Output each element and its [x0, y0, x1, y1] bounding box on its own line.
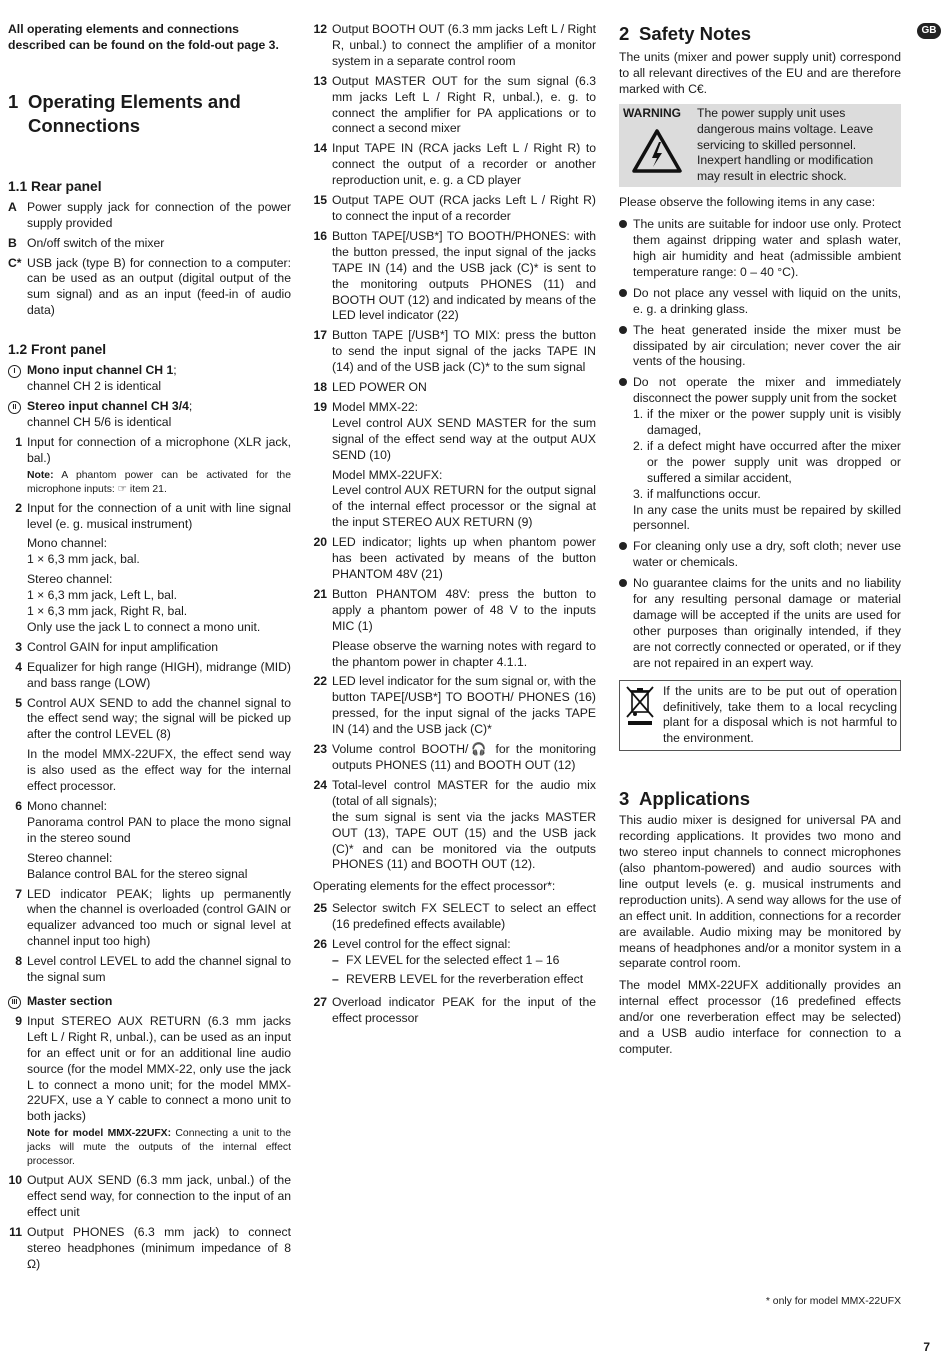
section-3-heading: 3 Applications	[619, 788, 751, 810]
list-item: 17 Button TAPE [/USB*] TO MIX: press the button to send the input signal of the jacks TAPE IN (14) and of the USB jack (C)* to the sum signal	[313, 328, 596, 375]
bullet-item: No guarantee claims for the units and no liability for any resulting personal damage or material damage will be accepted if the units are used for other purposes than originally intended, if they are not correctly connected or operated, or if they are not repaired in an expert way.	[619, 576, 901, 671]
list-item: 25 Selector switch FX SELECT to select an effect (16 predefined effects available)	[313, 901, 596, 932]
list-item: 21 Button PHANTOM 48V: press the button to apply a phantom power of 48 V to the inputs MIC (1) Please observe the warning notes with regard to the phantom power in chapter 4.1.1.	[313, 586, 596, 669]
list-item: 20 LED indicator; lights up when phantom power has been activated by means of the button PHANTOM 48V (21)	[313, 535, 596, 581]
bullet-item: Do not operate the mixer and immediately disconnect the power supply unit from the socket 1. if the mixer or the power supply unit is visibly damaged, 2. if a defect might have occurred after the mixer or the power supply unit was dropped or suffered a similar accident, 3. if malfunctions occur. In any case the units must be repaired by skilled personnel.	[619, 375, 901, 534]
list-item: 27 Overload indicator PEAK for the input of the effect processor	[313, 994, 596, 1025]
bullet-item: Do not place any vessel with liquid on the units, e. g. a drinking glass.	[619, 286, 901, 318]
list-item: C* USB jack (type B) for connection to a computer: can be used as an output (digital output of the sum signal) and as an input (feed-in of audio data)	[8, 255, 291, 318]
list-item: 7 LED indicator PEAK; lights up permanently when the channel is overloaded (control GAIN or equalizer advanced too much or signal level at channel input too high)	[15, 886, 291, 949]
list-item: 14 Input TAPE IN (RCA jacks Left L / Right R) to connect the output of a recorder or another reproduction unit, e. g. a CD player	[313, 141, 596, 188]
applications-text-2: The model MMX-22UFX additionally provides an internal effect processor (16 predefined effects and/or one reverberation effect may be selected) and a USB audio interface for connection to a computer.	[619, 978, 901, 1056]
list-item: 18 LED POWER ON	[313, 380, 427, 395]
list-item: 12 Output BOOTH OUT (6.3 mm jacks Left L / Right R, unbal.) to connect the amplifier of a monitor system in a separate control room	[313, 22, 596, 68]
bullet-item: The units are suitable for indoor use only. Protect them against dripping water and splash water, high air humidity and heat (admissible ambient temperature range: 0 – 40 °C).	[619, 217, 901, 281]
column-2	[313, 22, 596, 1031]
list-item: 19 Model MMX-22: Level control AUX SEND MASTER for the sum signal of the effect send way at the output AUX SEND (10) Model MMX-22UFX: Level control AUX RETURN for the output signal of the internal effect processor or the signal at the input STEREO AUX RETURN (9)	[313, 399, 596, 530]
list-item: 8 Level control LEVEL to add the channel signal to the signal sum	[15, 954, 291, 985]
list-item: 1 Input for connection of a microphone (XLR jack, bal.) Note: A phantom power can be activated for the microphone inputs: ☞ item 21.	[15, 434, 291, 495]
warning-box	[619, 104, 901, 188]
list-item: 15 Output TAPE OUT (RCA jacks Left L / Right R) to connect the input of a recorder	[313, 193, 596, 223]
list-item: B On/off switch of the mixer	[8, 235, 165, 250]
applications-text: This audio mixer is designed for universal PA and recording applications. It provides two mono and two stereo input channels to connect microphones (also phantom-powered) and audio sources with line output levels (e. g. musical instruments and reproduction units). A send way allows for the use of an effect unit. In addition, connections for a recorder are available. Audio mixing may be monitored by means of headphones and/or a monitor system in a separate control room.	[619, 813, 901, 971]
list-item: 3 Control GAIN for input amplification	[15, 639, 219, 654]
list-item: 22 LED level indicator for the sum signal or, with the button TAPE[/USB*] TO BOOTH/ PHONES (16) pressed, for the input signal of the jacks TAPE IN (14) and the USB jack (C)*	[313, 674, 596, 737]
group-marker-icon: III	[8, 996, 21, 1009]
effect-processor-intro: Operating elements for the effect processor*:	[313, 879, 556, 894]
conformity-text: The units (mixer and power supply unit) correspond to all relevant directives of the EU and are therefore marked with C€.	[619, 50, 901, 96]
list-item: 5 Control AUX SEND to add the channel signal to the effect send way; the signal will be picked up after the control LEVEL (8) In the model MMX-22UFX, the effect send way is also used as the effect way for the internal effect processor.	[15, 695, 291, 794]
numbered-item: 1. if the mixer or the power supply unit is visibly damaged,	[633, 407, 901, 438]
observe-text: Please observe the following items in any case:	[619, 195, 876, 210]
column-3	[619, 22, 901, 1064]
group-master-section: III Master section	[8, 994, 291, 1010]
list-item: 10 Output AUX SEND (6.3 mm jack, unbal.) of the effect send way, for connection to the input of an effect unit	[8, 1173, 291, 1220]
list-item: 4 Equalizer for high range (HIGH), midrange (MID) and bass range (LOW)	[15, 659, 291, 690]
high-voltage-warning-icon	[631, 128, 683, 174]
crossed-out-bin-icon	[623, 684, 657, 728]
list-item: 2 Input for the connection of a unit with line signal level (e. g. musical instrument) Mono channel: 1 × 6,3 mm jack, bal. Stereo channel: 1 × 6,3 mm jack, Left L, bal. 1 × 6,3 mm jack, Right R, bal. Only use the jack L to connect a mono unit.	[15, 500, 291, 634]
warning-label: WARNING	[623, 105, 681, 120]
column-1	[8, 22, 291, 1277]
rear-panel-heading: 1.1 Rear panel	[8, 178, 102, 194]
section-2-heading: 2 Safety Notes	[619, 23, 752, 44]
list-item: 13 Output MASTER OUT for the sum signal (6.3 mm jacks Left L / Right R, unbal.), e. g. to connect the amplifier for PA applications or to connect a second mixer	[313, 73, 596, 136]
group-stereo-channel: II Stereo input channel CH 3/4; channel CH 5/6 is identical	[8, 399, 291, 431]
bullet-item: For cleaning only use a dry, soft cloth; never use water or chemicals.	[619, 539, 901, 571]
numbered-item: 3. if malfunctions occur.	[633, 486, 761, 501]
list-item: 9 Input STEREO AUX RETURN (6.3 mm jacks Left L / Right R, unbal.), can be used as an input for an effect unit or for an additional line audio source (for the model MMX-22, only use the jack L to connect a mono unit; for the model MMX-22UFX, use a Y cable to connect a mono unit to both jacks) Note for model MMX-22UFX: Connecting a unit to the jacks will mute the outputs of the internal effect processor.	[15, 1013, 291, 1168]
list-item: 6 Mono channel: Panorama control PAN to place the mono signal in the stereo sound Stereo channel: Balance control BAL for the stereo signal	[15, 799, 291, 881]
list-item: 24 Total-level control MASTER for the audio mix (total of all signals); the sum signal is sent via the jacks MASTER OUT (13), TAPE OUT (15) and the USB jack (C)* and can be monitored via the outputs PHONES (11) and BOOTH OUT (12).	[313, 777, 596, 872]
disposal-box	[619, 680, 901, 752]
numbered-item: 2. if a defect might have occurred after the mixer or the power supply unit was dropped or suffered a similar accident,	[633, 438, 901, 485]
list-item: 16 Button TAPE[/USB*] TO BOOTH/PHONES: with the button pressed, the input signal of the jacks TAPE IN (14) and the USB jack (C)* is sent to the monitoring outputs PHONES (11) and BOOTH OUT (12) and indicated by means of the LED level indicator (22)	[313, 228, 596, 323]
sub-item: – FX LEVEL for the selected effect 1 – 16	[332, 952, 560, 967]
sub-item: – REVERB LEVEL for the reverberation effect	[332, 971, 584, 986]
disposal-text: If the units are to be put out of operation definitively, take them to a local recycling plant for a disposal which is not harmful to the environment.	[663, 683, 897, 746]
group-marker-icon: I	[8, 365, 21, 378]
intro-text: All operating elements and connections described can be found on the fold-out page 3.	[8, 22, 279, 52]
list-item: 26 Level control for the effect signal: – FX LEVEL for the selected effect 1 – 16 – REVERB LEVEL for the reverberation effect	[313, 937, 596, 991]
list-item: 11 Output PHONES (6.3 mm jack) to connect stereo headphones (minimum impedance of 8 Ω)	[9, 1224, 291, 1271]
group-mono-channel: I Mono input channel CH 1; channel CH 2 is identical	[8, 363, 291, 395]
section-1-heading: 1 Operating Elements and Connections	[8, 90, 241, 136]
list-item: 23 Volume control BOOTH/🎧 for the monitoring outputs PHONES (11) and BOOTH OUT (12)	[313, 742, 596, 772]
group-marker-icon: II	[8, 401, 21, 414]
footnote: * only for model MMX-22UFX	[765, 1296, 901, 1307]
page-number: 7	[923, 1340, 930, 1354]
bullet-item: The heat generated inside the mixer must be dissipated by air circulation; never cover the air vents of the housing.	[619, 323, 901, 371]
language-badge: GB	[917, 23, 941, 39]
warning-text: The power supply unit uses dangerous mains voltage. Leave servicing to skilled personnel. Inexpert handling or modification may result in electric shock.	[697, 105, 874, 184]
list-item: A Power supply jack for connection of the power supply provided	[8, 199, 291, 230]
front-panel-heading: 1.2 Front panel	[8, 342, 107, 358]
